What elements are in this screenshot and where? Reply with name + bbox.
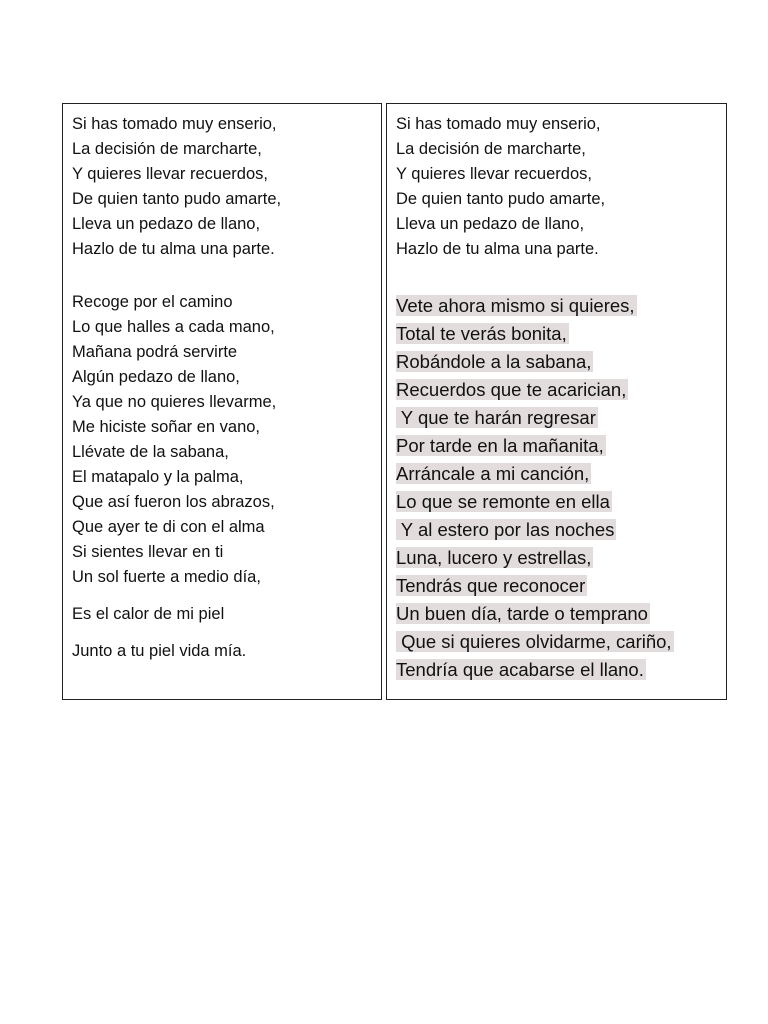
highlighted-line-text: Tendría que acabarse el llano. — [396, 659, 644, 680]
poem-line — [396, 376, 726, 404]
right-stanza-2-highlighted — [396, 292, 726, 684]
poem-line — [72, 112, 381, 137]
poem-line — [396, 544, 726, 572]
line-text: Si has tomado muy enserio, — [72, 115, 277, 133]
line-text: Lo que halles a cada mano, — [72, 318, 275, 336]
left-stanza-2 — [72, 290, 381, 590]
line-text: Junto a tu piel vida mía. — [72, 642, 247, 660]
poem-line — [72, 540, 381, 565]
poem-line — [396, 292, 726, 320]
poem-line — [72, 602, 381, 627]
highlighted-line-text: Vete ahora mismo si quieres, — [396, 295, 635, 316]
left-stanza-1 — [72, 112, 381, 262]
poem-line — [396, 320, 726, 348]
poem-line — [396, 488, 726, 516]
highlighted-line-text: Y al estero por las noches — [396, 519, 615, 540]
highlighted-line-text: Luna, lucero y estrellas, — [396, 547, 592, 568]
line-text: Recoge por el camino — [72, 293, 233, 311]
poem-line — [396, 656, 726, 684]
highlighted-line-text: Que si quieres olvidarme, cariño, — [396, 631, 672, 652]
poem-line — [72, 465, 381, 490]
poem-line — [72, 212, 381, 237]
highlighted-line-text: Un buen día, tarde o temprano — [396, 603, 648, 624]
highlighted-line-text: Tendrás que reconocer — [396, 575, 586, 596]
poem-line — [396, 162, 726, 187]
poem-line — [396, 572, 726, 600]
line-text: Lleva un pedazo de llano, — [72, 215, 261, 233]
left-stanza-4 — [72, 639, 381, 664]
highlighted-line-text: Lo que se remonte en ella — [396, 491, 610, 512]
poem-line — [396, 187, 726, 212]
poem-line — [72, 340, 381, 365]
line-text: Es el calor de mi piel — [72, 605, 225, 623]
highlighted-line-text: Robándole a la sabana, — [396, 351, 592, 372]
line-text: Que así fueron los abrazos, — [72, 493, 275, 511]
highlighted-line-text: Arráncale a mi canción, — [396, 463, 590, 484]
poem-line — [72, 415, 381, 440]
line-text: Si sientes llevar en ti — [72, 543, 224, 561]
poem-line — [72, 290, 381, 315]
poem-line — [72, 137, 381, 162]
line-text: La decisión de marcharte, — [72, 140, 262, 158]
highlighted-line-text: Y que te harán regresar — [396, 407, 596, 428]
line-text: De quien tanto pudo amarte, — [396, 190, 606, 208]
highlighted-line-text: Por tarde en la mañanita, — [396, 435, 604, 456]
poem-line — [72, 515, 381, 540]
poem-line — [396, 348, 726, 376]
line-text: Llévate de la sabana, — [72, 443, 229, 461]
line-text: Un sol fuerte a medio día, — [72, 568, 261, 586]
poem-line — [72, 639, 381, 664]
line-text: Mañana podrá servirte — [72, 343, 238, 361]
poem-line — [396, 432, 726, 460]
poem-line — [72, 390, 381, 415]
poem-line — [396, 600, 726, 628]
line-text: El matapalo y la palma, — [72, 468, 244, 486]
poem-box-left — [62, 103, 382, 700]
poem-line — [72, 315, 381, 340]
line-text: La decisión de marcharte, — [396, 140, 586, 158]
line-text: De quien tanto pudo amarte, — [72, 190, 282, 208]
poem-line — [72, 187, 381, 212]
poem-line — [396, 212, 726, 237]
poem-line — [72, 237, 381, 262]
poem-line — [72, 565, 381, 590]
highlighted-line-text: Total te verás bonita, — [396, 323, 567, 344]
left-stanza-3 — [72, 602, 381, 627]
poem-line — [396, 137, 726, 162]
poem-line — [72, 162, 381, 187]
highlighted-line-text: Recuerdos que te acarician, — [396, 379, 627, 400]
line-text: Algún pedazo de llano, — [72, 368, 240, 386]
line-text: Hazlo de tu alma una parte. — [72, 240, 275, 258]
line-text: Hazlo de tu alma una parte. — [396, 240, 599, 258]
poem-line — [396, 628, 726, 656]
line-text: Lleva un pedazo de llano, — [396, 215, 585, 233]
poem-line — [72, 365, 381, 390]
poem-box-right — [386, 103, 727, 700]
right-stanza-1 — [396, 112, 726, 262]
poem-line — [396, 112, 726, 137]
poem-line — [396, 516, 726, 544]
poem-line — [396, 460, 726, 488]
poem-line — [396, 404, 726, 432]
poem-line — [72, 490, 381, 515]
line-text: Ya que no quieres llevarme, — [72, 393, 277, 411]
line-text: Me hiciste soñar en vano, — [72, 418, 261, 436]
line-text: Si has tomado muy enserio, — [396, 115, 601, 133]
line-text: Que ayer te di con el alma — [72, 518, 265, 536]
line-text: Y quieres llevar recuerdos, — [396, 165, 592, 183]
poem-line — [396, 237, 726, 262]
poem-line — [72, 440, 381, 465]
line-text: Y quieres llevar recuerdos, — [72, 165, 268, 183]
